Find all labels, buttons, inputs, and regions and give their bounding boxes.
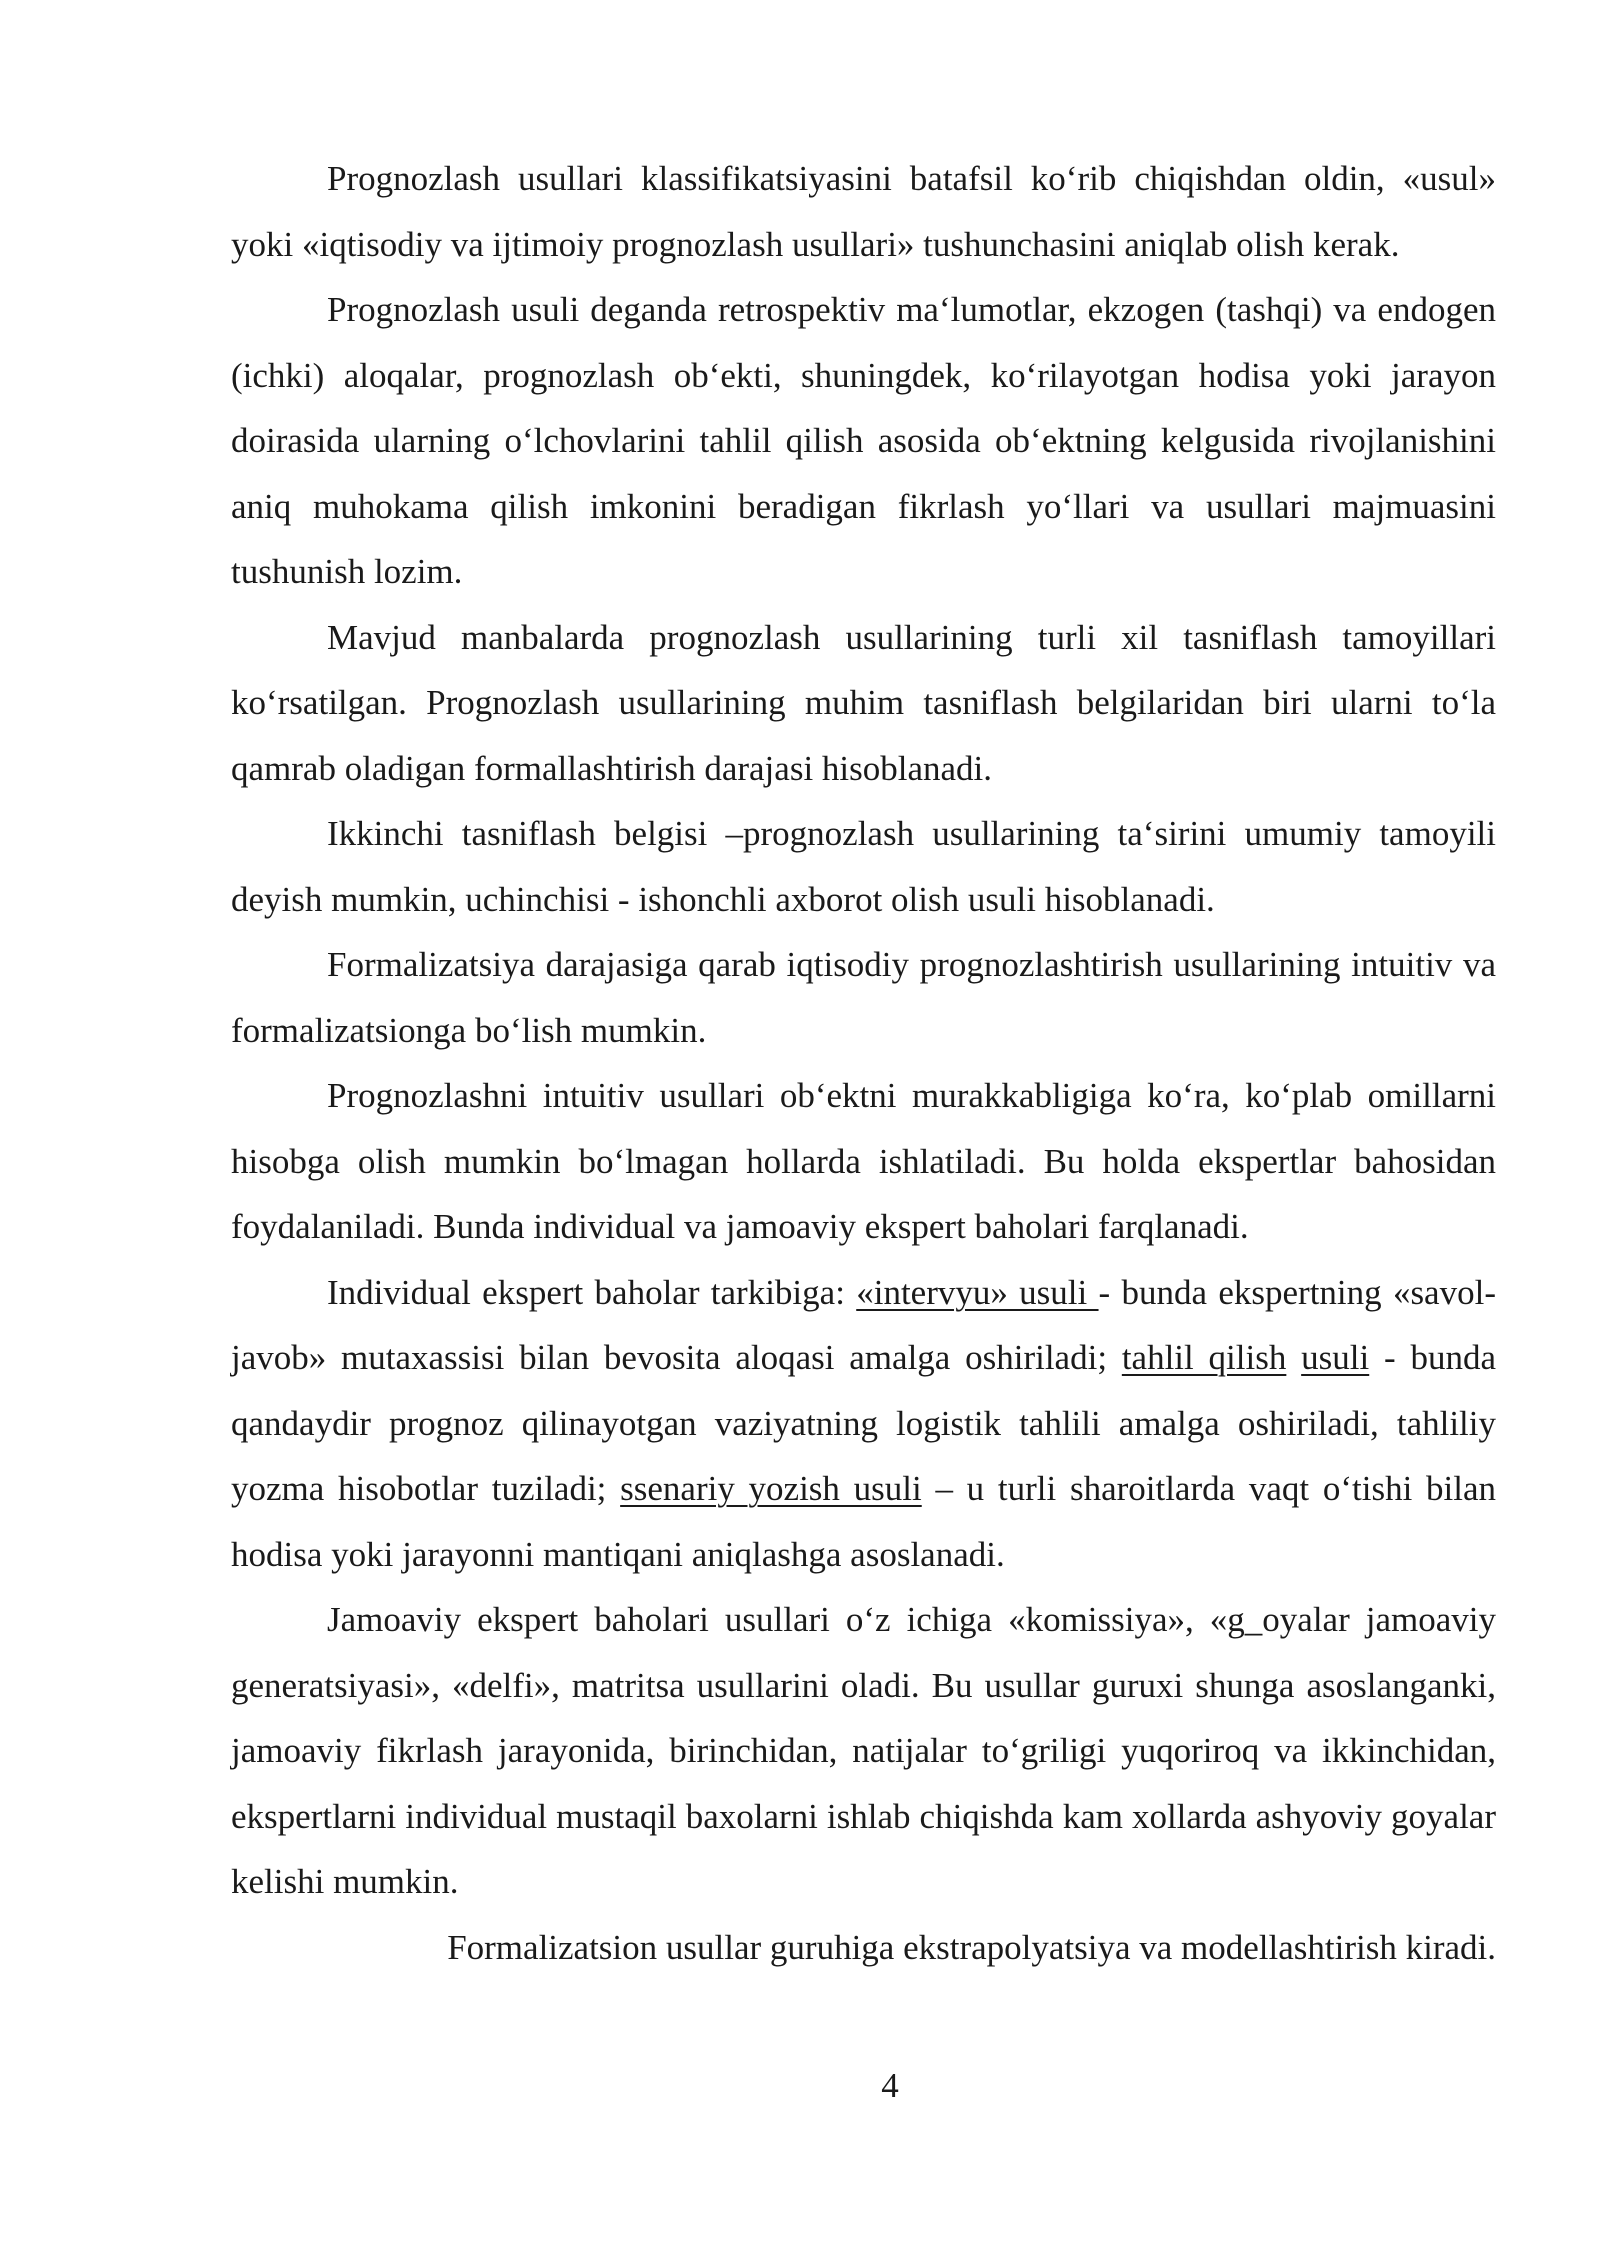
paragraph-collective-expert-methods bbox=[231, 1587, 1496, 1915]
page-number: 4 bbox=[881, 2066, 899, 2105]
paragraph-formalization-degree: Formalizatsiya darajasiga qarab iqtisodiy prognozlashtirish usullarining intuitiv va formalizatsionga bo‘lish mumkin. bbox=[231, 945, 1496, 1050]
text-run: Individual ekspert baholar tarkibiga: bbox=[327, 1272, 857, 1312]
paragraph-classification-principles: Mavjud manbalarda prognozlash usullarining turli xil tasniflash tamoyillari ko‘rsatilgan. Prognozlash usullarining muhim tasniflash belgilaridan biri ularni to‘la qamrab oladigan formallashtirish darajasi hisoblanadi. bbox=[231, 617, 1496, 788]
paragraph-intuitive-methods: Prognozlashni intuitiv usullari ob‘ektni murakkabligiga ko‘ra, ko‘plab omillarni hisobga olish mumkin bo‘lmagan hollarda ishlatiladi. Bu holda ekspertlar bahosidan foydalaniladi. Bunda individual va jamoaviy ekspert baholari farqlanadi. bbox=[231, 1076, 1496, 1246]
text-run: oyalar jamoaviy generatsiyasi», «delfi», matritsa usullarini oladi. Bu usullar guruxi shunga asoslanganki, jamoaviy fikrlash jarayonida, birinchidan, natijalar to‘griligi yuqoriroq va ikkinchidan, ekspertlarni individual mustaqil baxolarni ishlab chiqishda kam xollarda ashyoviy goyalar kelishi mumkin. bbox=[231, 1600, 1496, 1901]
underscore-mark: _ bbox=[1244, 1600, 1263, 1639]
paragraph-method-classification-intro: Prognozlash usullari klassifikatsiyasini batafsil ko‘rib chiqishdan oldin, «usul» yoki «iqtisodiy va ijtimoiy prognozlash usullari» tushunchasini aniqlab olish kerak. bbox=[231, 159, 1496, 264]
analysis-method-term: tahlil qilish bbox=[1121, 1338, 1287, 1377]
document-body bbox=[231, 146, 1496, 1980]
interview-method-term: «intervyu» usuli bbox=[856, 1272, 1099, 1312]
text-run: - bunda qandaydir prognoz qilinayotgan vaziyatning logistik tahlili amalga oshiriladi, tahliliy yozma hisobotlar tuziladi; bbox=[231, 1338, 1496, 1508]
paragraph-second-classification-sign: Ikkinchi tasniflash belgisi –prognozlash usullarining ta‘sirini umumiy tamoyili deyish mumkin, uchinchisi - ishonchli axborot olish usuli hisoblanadi. bbox=[231, 814, 1496, 919]
paragraph-formalized-methods: Formalizatsion usullar guruhiga ekstrapolyatsiya va modellashtirish kiradi. bbox=[447, 1927, 1496, 1967]
paragraph-method-definition: Prognozlash usuli deganda retrospektiv ma‘lumotlar, ekzogen (tashqi) va endogen (ichki) aloqalar, prognozlash ob‘ekti, shuningdek, ko‘rilayotgan hodisa yoki jarayon doirasida ularning o‘lchovlarini tahlil qilish asosida ob‘ektning kelgusida rivojlanishini aniq muhokama qilish imkonini beradigan fikrlash yo‘llari va usullari majmuasini tushunish lozim. bbox=[231, 290, 1496, 591]
text-run: Jamoaviy ekspert baholari usullari o‘z ichiga «komissiya», «g bbox=[327, 1600, 1245, 1639]
analysis-method-term-suffix: usuli bbox=[1301, 1338, 1370, 1377]
text-run: – u turli sharoitlarda vaqt o‘tishi bilan hodisa yoki jarayonni mantiqani aniqlashga asoslanadi. bbox=[231, 1469, 1497, 1574]
scenario-method-term: ssenariy yozish usuli bbox=[620, 1469, 922, 1508]
paragraph-individual-expert-methods bbox=[231, 1260, 1496, 1588]
text-run: - bunda ekspertning «savol-javob» mutaxassisi bilan bevosita aloqasi amalga oshiriladi; bbox=[231, 1272, 1496, 1377]
